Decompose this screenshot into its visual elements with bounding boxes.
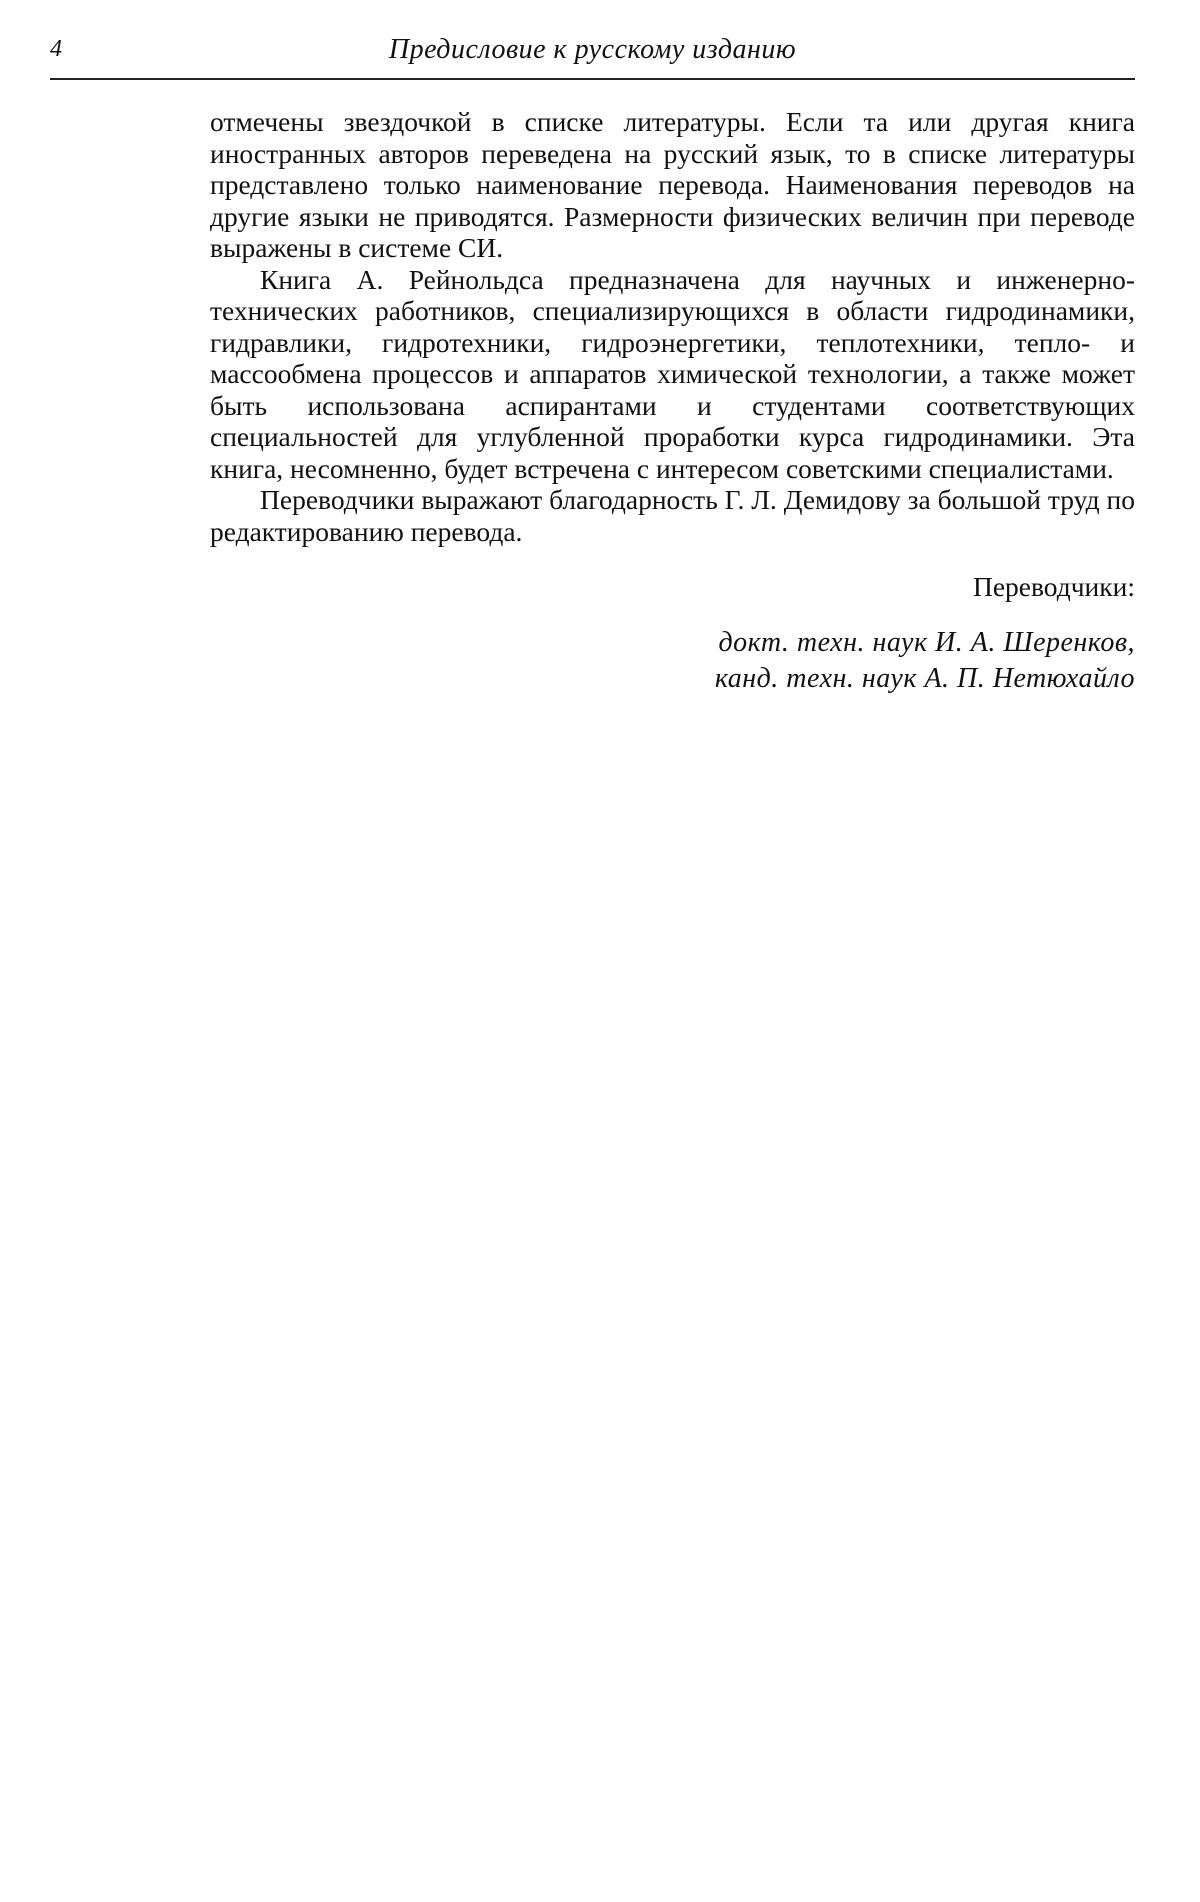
paragraph-continuation: отмечены звездочкой в списке литературы. Если та или другая книга иностранных авторов переведена на русский язык, то в списке литературы представлено только наименование перевода. Наименования переводов на другие языки не приводятся. Размерности физических величин при переводе выражены в системе СИ. xyxy=(210,106,1135,263)
header-rule xyxy=(50,78,1135,80)
body-text xyxy=(210,106,1135,697)
translator-name: докт. техн. наук И. А. Шеренков, xyxy=(718,626,1135,658)
signature-block xyxy=(210,625,1135,697)
paragraph-book-purpose: Книга А. Рейнольдса предназначена для научных и инженерно-технических работников, специализирующихся в области гидродинамики, гидравлики, гидротехники, гидроэнергетики, теплотехники, тепло- и массообмена процессов и аппаратов химической технологии, а также может быть использована аспирантами и студентами соответствующих специальностей для углубленной проработки курса гидродинамики. Эта книга, несомненно, будет встречена с интересом советскими специалистами. xyxy=(210,263,1135,484)
signature-heading: Переводчики: xyxy=(972,571,1135,602)
translator-name: канд. техн. наук А. П. Нетюхайло xyxy=(714,662,1135,694)
running-head xyxy=(50,30,1135,70)
paragraph-acknowledgement: Переводчики выражают благодарность Г. Л. Демидову за большой труд по редактированию перевода. xyxy=(210,484,1135,547)
running-title: Предисловие к русскому изданию xyxy=(388,34,797,65)
page-number: 4 xyxy=(50,36,62,62)
